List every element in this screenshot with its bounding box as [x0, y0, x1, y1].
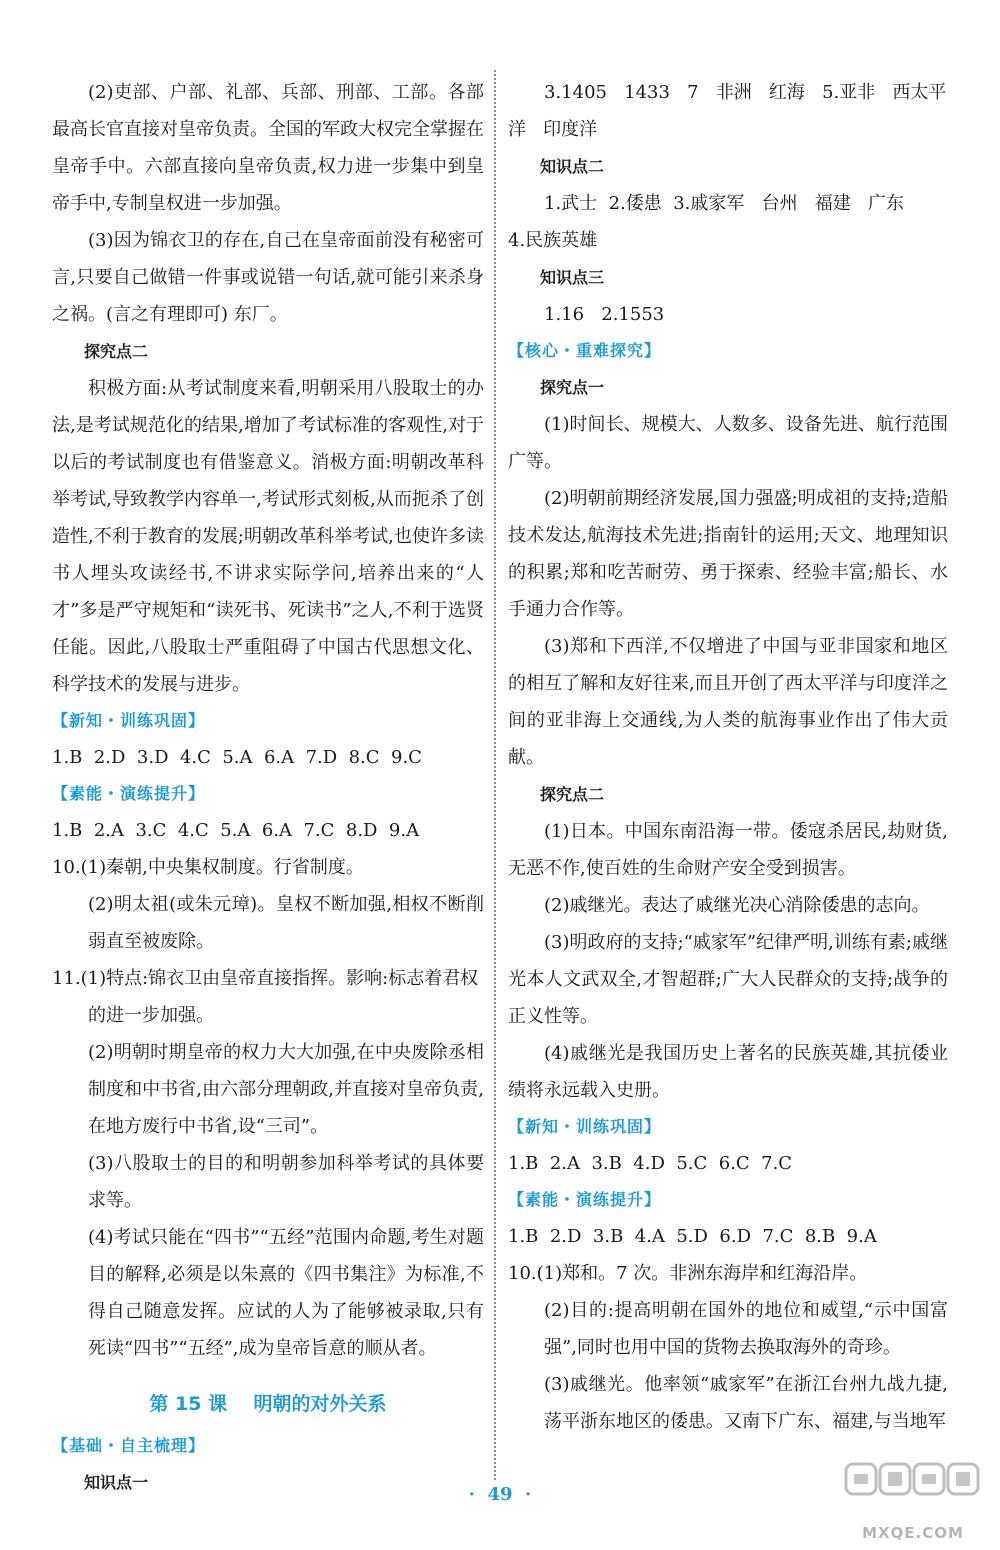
paragraph: (3)郑和下西洋,不仅增进了中国与亚非国家和地区的相互了解和友好往来,而且开创了西太平洋与印度洋之间的亚非海上交通线,为人类的航海事业作出了伟大贡献。	[508, 636, 948, 768]
section-heading: 【新知・训练巩固】	[52, 711, 206, 730]
paragraph: (2)戚继光。表达了戚继光决心消除倭患的志向。	[544, 895, 930, 916]
paragraph: (4)戚继光是我国历史上著名的民族英雄,其抗倭业绩将永远载入史册。	[508, 1043, 948, 1101]
answer-item: (3)八股取士的目的和明朝参加科举考试的具体要求等。	[88, 1153, 484, 1211]
section-heading: 【素能・演练提升】	[508, 1190, 662, 1209]
answer-item: (2)目的:提高明朝在国外的地位和威望,“示中国富强”,同时也用中国的货物去换取海外的奇珍。	[544, 1300, 948, 1358]
section-heading: 【新知・训练巩固】	[508, 1117, 662, 1136]
lesson-title: 第 15 课 明朝的对外关系	[149, 1393, 387, 1415]
answer-line: 11.(1)特点:锦衣卫由皇帝直接指挥。影响:标志着君权	[52, 968, 479, 989]
answer-line: 1.B 2.D 3.D 4.C 5.A 6.A 7.D 8.C 9.C	[52, 747, 422, 768]
answer-line: 4.民族英雄	[508, 230, 598, 251]
subsection-heading: 探究点二	[84, 342, 149, 361]
paragraph: (1)时间长、规模大、人数多、设备先进、航行范围广等。	[508, 414, 948, 472]
answer-item: 的进一步加强。	[88, 1005, 214, 1026]
watermark-logo	[838, 1458, 988, 1544]
paragraph: (3)因为锦衣卫的存在,自己在皇帝面前没有秘密可言,只要自己做错一件事或说错一句话,就可能引来杀身之祸。(言之有理即可) 东厂。	[52, 230, 484, 325]
subsection-heading: 知识点一	[84, 1473, 149, 1492]
answer-line: 10.(1)郑和。7 次。非洲东海岸和红海沿岸。	[508, 1263, 868, 1284]
paragraph: (3)明政府的支持;“戚家军”纪律严明,训练有素;戚继光本人文武双全,才智超群;广大人民群众的支持;战争的正义性等。	[508, 932, 948, 1027]
answer-line: 1.武士 2.倭患 3.戚家军 台州 福建 广东	[544, 193, 904, 214]
page-number: · 49 ·	[468, 1484, 532, 1505]
answer-line: 1.B 2.D 3.B 4.A 5.D 6.D 7.C 8.B 9.A	[508, 1226, 877, 1247]
watermark-badge-icon	[838, 1458, 988, 1522]
subsection-heading: 探究点一	[540, 378, 605, 397]
answer-line: 1.B 2.A 3.B 4.D 5.C 6.C 7.C	[508, 1153, 793, 1174]
section-heading: 【素能・演练提升】	[52, 784, 206, 803]
answer-item: (2)明太祖(或朱元璋)。皇权不断加强,相权不断削弱直至被废除。	[88, 894, 484, 952]
answer-item: (2)明朝时期皇帝的权力大大加强,在中央废除丞相制度和中书省,由六部分理朝政,并直接对皇帝负责,在地方废行中书省,设“三司”。	[88, 1042, 484, 1137]
answer-line: 1.B 2.A 3.C 4.C 5.A 6.A 7.C 8.D 9.A	[52, 820, 420, 841]
subsection-heading: 知识点三	[540, 268, 605, 287]
subsection-heading: 探究点二	[540, 785, 605, 804]
watermark-text: MXQE.COM	[862, 1524, 964, 1542]
right-column	[508, 74, 948, 1440]
section-heading: 【核心・重难探究】	[508, 341, 662, 360]
column-divider	[494, 70, 496, 1480]
answer-line: 10.(1)秦朝,中央集权制度。行省制度。	[52, 857, 364, 878]
left-column	[52, 74, 484, 1501]
answer-item: (4)考试只能在“四书”“五经”范围内命题,考生对题目的解释,必须是以朱熹的《四书集注》为标准,不得自己随意发挥。应试的人为了能够被录取,只有死读“四书”“五经”,成为皇帝旨意的顺从者。	[88, 1227, 484, 1359]
paragraph: (1)日本。中国东南沿海一带。倭寇杀居民,劫财货,无恶不作,使百姓的生命财产安全受到损害。	[508, 821, 948, 879]
paragraph: 积极方面:从考试制度来看,明朝采用八股取士的办法,是考试规范化的结果,增加了考试标准的客观性,对于以后的考试制度也有借鉴意义。消极方面:明朝改革科举考试,导致教学内容单一,考试形式刻板,从而扼杀了创造性,不利于教育的发展;明朝改革科举考试,也使许多读书人埋头攻读经书,不讲求实际学问,培养出来的“人才”多是严守规矩和“读死书、死读书”之人,不利于选贤任能。因此,八股取士严重阻碍了中国古代思想文化、科学技术的发展与进步。	[52, 378, 484, 695]
answer-item: (3)戚继光。他率领“戚家军”在浙江台州九战九捷,荡平浙东地区的倭患。又南下广东、福建,与当地军	[544, 1374, 948, 1432]
answer-line: 3.1405 1433 7 非洲 红海 5.亚非 西太平	[544, 82, 947, 103]
answer-line: 1.16 2.1553	[544, 304, 665, 325]
section-heading: 【基础・自主梳理】	[52, 1436, 206, 1455]
paragraph: (2)明朝前期经济发展,国力强盛;明成祖的支持;造船技术发达,航海技术先进;指南针的运用;天文、地理知识的积累;郑和吃苦耐劳、勇于探索、经验丰富;船长、水手通力合作等。	[508, 488, 948, 620]
paragraph: (2)吏部、户部、礼部、兵部、刑部、工部。各部最高长官直接对皇帝负责。全国的军政大权完全掌握在皇帝手中。六部直接向皇帝负责,权力进一步集中到皇帝手中,专制皇权进一步加强。	[52, 82, 484, 214]
subsection-heading: 知识点二	[540, 157, 605, 176]
answer-line: 洋 印度洋	[508, 119, 598, 140]
